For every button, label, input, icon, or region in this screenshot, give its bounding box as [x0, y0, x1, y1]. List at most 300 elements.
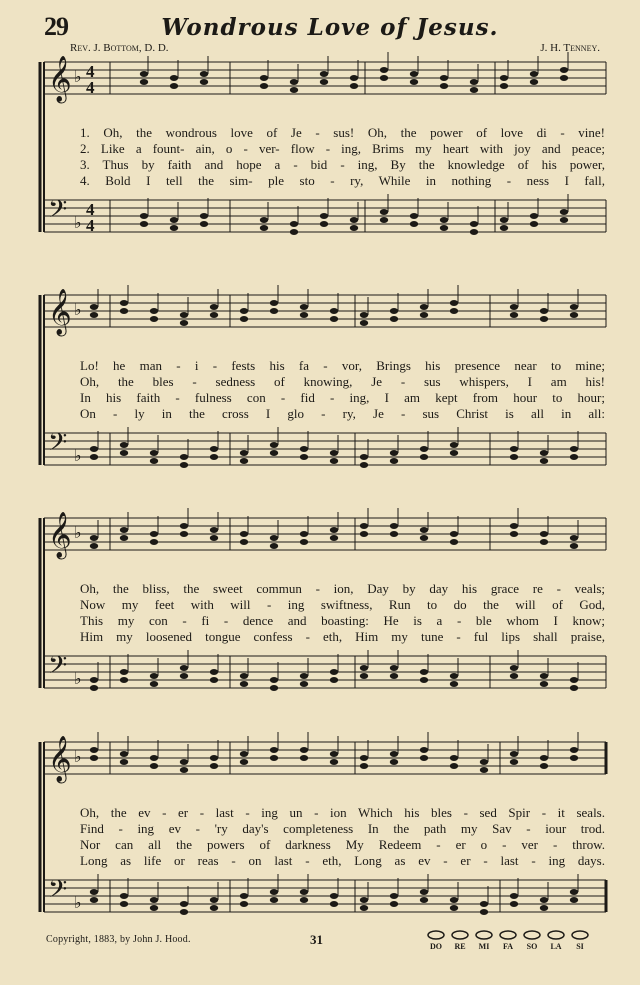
note-head: [240, 458, 248, 464]
note-head: [90, 685, 98, 691]
note-head: [570, 312, 578, 318]
author-credit: Rev. J. Bottom, D. D.: [70, 42, 169, 54]
note-head: [560, 75, 568, 81]
note-head: [260, 217, 268, 223]
note-head: [300, 531, 308, 537]
solfege-key: [426, 930, 596, 954]
note-head: [270, 889, 278, 895]
note-head: [510, 454, 518, 460]
note-head: [90, 889, 98, 895]
note-head: [360, 462, 368, 468]
note-head: [180, 901, 188, 907]
note-head: [480, 759, 488, 765]
note-head: [240, 893, 248, 899]
note-head: [570, 897, 578, 903]
note-head: [120, 527, 128, 533]
note-head: [290, 79, 298, 85]
note-head: [540, 763, 548, 769]
note-head: [420, 897, 428, 903]
note-head: [560, 67, 568, 73]
lyric-line: Oh, the ev - er - last - ing un - ion Which his bles - sed Spir - it seals.: [80, 805, 605, 820]
note-head: [90, 312, 98, 318]
note-head: [270, 755, 278, 761]
note-head: [180, 665, 188, 671]
lyric-line: 2. Like a fount- ain, o - ver- flow - ing, Brims my heart with joy and peace;: [80, 141, 605, 156]
note-head: [330, 535, 338, 541]
note-head: [360, 454, 368, 460]
note-head: [450, 539, 458, 545]
note-head: [290, 229, 298, 235]
note-head: [270, 308, 278, 314]
flat-icon: ♭: [74, 67, 82, 86]
note-head: [390, 450, 398, 456]
note-head: [570, 535, 578, 541]
treble-clef-icon: 𝄞: [48, 736, 72, 782]
note-head: [530, 213, 538, 219]
note-head: [330, 759, 338, 765]
note-head: [450, 905, 458, 911]
note-head: [450, 450, 458, 456]
note-head: [180, 759, 188, 765]
note-head: [540, 531, 548, 537]
solfege-label: DO: [430, 942, 442, 951]
note-head: [240, 901, 248, 907]
note-head: [150, 316, 158, 322]
lyric-line: 3. Thus by faith and hope a - bid - ing, By the knowledge of his power,: [80, 157, 605, 172]
note-head: [240, 450, 248, 456]
note-head: [510, 312, 518, 318]
note-head: [540, 905, 548, 911]
lyric-line: On - ly in the cross I glo - ry, Je - sus Christ is all in all:: [80, 406, 605, 421]
note-head: [300, 539, 308, 545]
note-head: [300, 889, 308, 895]
note-head: [360, 905, 368, 911]
note-head: [270, 543, 278, 549]
note-head: [570, 446, 578, 452]
shape-note-icon-la: [546, 930, 566, 940]
note-head: [450, 673, 458, 679]
note-head: [170, 217, 178, 223]
note-head: [300, 312, 308, 318]
note-head: [380, 217, 388, 223]
note-head: [120, 677, 128, 683]
note-head: [120, 450, 128, 456]
note-head: [210, 446, 218, 452]
note-head: [90, 897, 98, 903]
note-head: [570, 747, 578, 753]
note-head: [210, 677, 218, 683]
note-head: [90, 677, 98, 683]
note-head: [120, 442, 128, 448]
note-head: [560, 209, 568, 215]
note-head: [200, 71, 208, 77]
note-head: [210, 304, 218, 310]
note-head: [150, 450, 158, 456]
note-head: [330, 901, 338, 907]
note-head: [420, 889, 428, 895]
note-head: [410, 221, 418, 227]
bass-clef-icon: 𝄢: [48, 651, 68, 686]
note-head: [530, 79, 538, 85]
note-head: [570, 677, 578, 683]
note-head: [390, 531, 398, 537]
note-head: [180, 673, 188, 679]
note-head: [320, 79, 328, 85]
note-head: [420, 304, 428, 310]
note-head: [500, 83, 508, 89]
note-head: [270, 685, 278, 691]
note-head: [530, 221, 538, 227]
note-head: [440, 217, 448, 223]
note-head: [300, 673, 308, 679]
note-head: [150, 755, 158, 761]
note-head: [570, 454, 578, 460]
hymn-number: 29: [44, 12, 68, 41]
note-head: [450, 897, 458, 903]
solfege-label: RE: [454, 942, 466, 951]
note-head: [570, 685, 578, 691]
note-head: [180, 767, 188, 773]
note-head: [330, 677, 338, 683]
note-head: [540, 897, 548, 903]
note-head: [140, 221, 148, 227]
note-head: [390, 673, 398, 679]
note-head: [140, 213, 148, 219]
note-head: [330, 669, 338, 675]
note-head: [480, 901, 488, 907]
note-head: [240, 539, 248, 545]
note-head: [180, 312, 188, 318]
shape-note-icon-re: [450, 930, 470, 940]
note-head: [180, 909, 188, 915]
note-head: [530, 71, 538, 77]
note-head: [540, 673, 548, 679]
lyric-line: In his faith - fulness con - fid - ing, I am kept from hour to hour;: [80, 390, 605, 405]
note-head: [330, 893, 338, 899]
note-head: [410, 71, 418, 77]
note-head: [390, 523, 398, 529]
flat-icon: ♭: [74, 213, 82, 232]
treble-staff: [44, 62, 606, 94]
note-head: [510, 893, 518, 899]
note-head: [540, 316, 548, 322]
note-head: [150, 531, 158, 537]
note-head: [150, 673, 158, 679]
lyric-line: 1. Oh, the wondrous love of Je - sus! Oh, the power of love di - vine!: [80, 125, 605, 140]
flat-icon: ♭: [74, 747, 82, 766]
note-head: [390, 308, 398, 314]
flat-icon: ♭: [74, 669, 82, 688]
note-head: [170, 225, 178, 231]
note-head: [240, 759, 248, 765]
note-head: [320, 213, 328, 219]
note-head: [90, 454, 98, 460]
note-head: [420, 677, 428, 683]
note-head: [150, 897, 158, 903]
lyric-line: Nor can all the powers of darkness My Redeem - er o - ver - throw.: [80, 837, 605, 852]
note-head: [170, 83, 178, 89]
note-head: [330, 527, 338, 533]
note-head: [210, 905, 218, 911]
lyric-line: Lo! he man - i - fests his fa - vor, Brings his presence near to mine;: [80, 358, 605, 373]
note-head: [330, 450, 338, 456]
note-head: [380, 67, 388, 73]
note-head: [360, 320, 368, 326]
note-head: [570, 889, 578, 895]
note-head: [90, 446, 98, 452]
note-head: [560, 217, 568, 223]
time-signature-digit: 4: [86, 216, 95, 235]
treble-clef-icon: 𝄞: [48, 56, 72, 102]
note-head: [390, 458, 398, 464]
note-head: [120, 759, 128, 765]
treble-clef-icon: 𝄞: [48, 289, 72, 335]
note-head: [120, 308, 128, 314]
note-head: [380, 75, 388, 81]
note-head: [450, 763, 458, 769]
note-head: [380, 209, 388, 215]
shape-note-icon-do: [426, 930, 446, 940]
note-head: [540, 458, 548, 464]
note-head: [120, 300, 128, 306]
composer-credit: J. H. Tenney.: [540, 42, 600, 54]
note-head: [540, 539, 548, 545]
note-head: [570, 304, 578, 310]
note-head: [420, 312, 428, 318]
bass-clef-icon: 𝄢: [48, 428, 68, 463]
note-head: [450, 681, 458, 687]
note-head: [260, 83, 268, 89]
solfege-label: SI: [576, 942, 584, 951]
note-head: [320, 71, 328, 77]
note-head: [360, 755, 368, 761]
note-head: [500, 217, 508, 223]
note-head: [510, 304, 518, 310]
note-head: [510, 665, 518, 671]
note-head: [90, 755, 98, 761]
note-head: [440, 83, 448, 89]
note-head: [510, 523, 518, 529]
note-head: [240, 681, 248, 687]
note-head: [470, 221, 478, 227]
note-head: [390, 893, 398, 899]
note-head: [140, 79, 148, 85]
shape-note-icon-si: [570, 930, 590, 940]
note-head: [300, 897, 308, 903]
note-head: [350, 225, 358, 231]
note-head: [360, 531, 368, 537]
note-head: [420, 527, 428, 533]
treble-clef-icon: 𝄞: [48, 512, 72, 558]
note-head: [410, 79, 418, 85]
note-head: [120, 893, 128, 899]
note-head: [390, 901, 398, 907]
note-head: [260, 225, 268, 231]
note-head: [200, 213, 208, 219]
lyric-line: Oh, the bles - sedness of knowing, Je - sus whispers, I am his!: [80, 374, 605, 389]
note-head: [150, 681, 158, 687]
lyric-line: Long as life or reas - on last - eth, Long as ev - er - last - ing days.: [80, 853, 605, 868]
note-head: [90, 543, 98, 549]
note-head: [270, 300, 278, 306]
note-head: [420, 446, 428, 452]
note-head: [450, 300, 458, 306]
flat-icon: ♭: [74, 523, 82, 542]
note-head: [360, 673, 368, 679]
note-head: [240, 751, 248, 757]
note-head: [90, 535, 98, 541]
lyric-line: Now my feet with will - ing swiftness, Run to do the will of God,: [80, 597, 605, 612]
note-head: [510, 901, 518, 907]
note-head: [240, 531, 248, 537]
note-head: [240, 316, 248, 322]
solfege-label: SO: [526, 942, 538, 951]
hymn-title: Wondrous Love of Jesus.: [161, 14, 499, 41]
note-head: [180, 531, 188, 537]
note-head: [270, 450, 278, 456]
note-head: [510, 446, 518, 452]
note-head: [420, 669, 428, 675]
note-head: [350, 83, 358, 89]
note-head: [360, 312, 368, 318]
note-head: [200, 79, 208, 85]
lyric-line: Oh, the bliss, the sweet commun - ion, Day by day his grace re - veals;: [80, 581, 605, 596]
note-head: [180, 320, 188, 326]
note-head: [240, 673, 248, 679]
note-head: [420, 747, 428, 753]
note-head: [450, 531, 458, 537]
note-head: [270, 897, 278, 903]
note-head: [510, 673, 518, 679]
note-head: [360, 763, 368, 769]
flat-icon: ♭: [74, 446, 82, 465]
solfege-label: MI: [478, 942, 490, 951]
lyric-line: 4. Bold I tell the sim- ple sto - ry, While in nothing - ness I fall,: [80, 173, 605, 188]
note-head: [420, 454, 428, 460]
note-head: [120, 535, 128, 541]
note-head: [120, 669, 128, 675]
note-head: [330, 751, 338, 757]
note-head: [270, 442, 278, 448]
note-head: [90, 304, 98, 310]
note-head: [470, 79, 478, 85]
note-head: [210, 527, 218, 533]
note-head: [320, 221, 328, 227]
copyright-notice: Copyright, 1883, by John J. Hood.: [46, 934, 191, 945]
note-head: [210, 755, 218, 761]
solfege-label: LA: [550, 942, 562, 951]
bass-clef-icon: 𝄢: [48, 195, 68, 230]
note-head: [510, 531, 518, 537]
lyric-line: Find - ing ev - 'ry day's completeness In the path my Sav - iour trod.: [80, 821, 605, 836]
note-head: [470, 229, 478, 235]
note-head: [300, 747, 308, 753]
note-head: [180, 523, 188, 529]
note-head: [150, 539, 158, 545]
note-head: [350, 75, 358, 81]
note-head: [200, 221, 208, 227]
note-head: [410, 213, 418, 219]
note-head: [450, 442, 458, 448]
note-head: [390, 759, 398, 765]
note-head: [180, 454, 188, 460]
flat-icon: ♭: [74, 300, 82, 319]
note-head: [270, 677, 278, 683]
shape-note-icon-mi: [474, 930, 494, 940]
solfege-label: FA: [502, 942, 514, 951]
note-head: [540, 755, 548, 761]
note-head: [300, 454, 308, 460]
note-head: [440, 75, 448, 81]
note-head: [300, 681, 308, 687]
note-head: [510, 751, 518, 757]
note-head: [500, 75, 508, 81]
lyric-line: Him my loosened tongue confess - eth, Him my tune - ful lips shall praise,: [80, 629, 605, 644]
note-head: [390, 665, 398, 671]
lyric-line: This my con - fi - dence and boasting: He is a - ble whom I know;: [80, 613, 605, 628]
note-head: [570, 543, 578, 549]
time-signature-digit: 4: [86, 62, 95, 81]
note-head: [300, 304, 308, 310]
note-head: [330, 308, 338, 314]
note-head: [540, 450, 548, 456]
note-head: [210, 763, 218, 769]
note-head: [210, 669, 218, 675]
note-head: [300, 446, 308, 452]
note-head: [260, 75, 268, 81]
note-head: [360, 897, 368, 903]
note-head: [150, 763, 158, 769]
note-head: [360, 665, 368, 671]
note-head: [120, 751, 128, 757]
note-head: [140, 71, 148, 77]
note-head: [500, 225, 508, 231]
note-head: [480, 909, 488, 915]
note-head: [390, 316, 398, 322]
note-head: [540, 308, 548, 314]
note-head: [150, 308, 158, 314]
note-head: [350, 217, 358, 223]
bass-clef-icon: 𝄢: [48, 875, 68, 910]
note-head: [170, 75, 178, 81]
note-head: [570, 755, 578, 761]
note-head: [270, 747, 278, 753]
note-head: [480, 767, 488, 773]
note-head: [150, 458, 158, 464]
note-head: [120, 901, 128, 907]
note-head: [90, 747, 98, 753]
note-head: [330, 316, 338, 322]
note-head: [290, 87, 298, 93]
note-head: [440, 225, 448, 231]
time-signature-digit: 4: [86, 78, 95, 97]
shape-note-icon-fa: [498, 930, 518, 940]
flat-icon: ♭: [74, 893, 82, 912]
note-head: [360, 523, 368, 529]
note-head: [210, 535, 218, 541]
time-signature-digit: 4: [86, 200, 95, 219]
note-head: [270, 535, 278, 541]
note-head: [420, 535, 428, 541]
note-head: [300, 755, 308, 761]
note-head: [290, 221, 298, 227]
note-head: [390, 751, 398, 757]
note-head: [210, 312, 218, 318]
shape-note-icon-so: [522, 930, 542, 940]
note-head: [210, 454, 218, 460]
note-head: [510, 759, 518, 765]
note-head: [150, 905, 158, 911]
